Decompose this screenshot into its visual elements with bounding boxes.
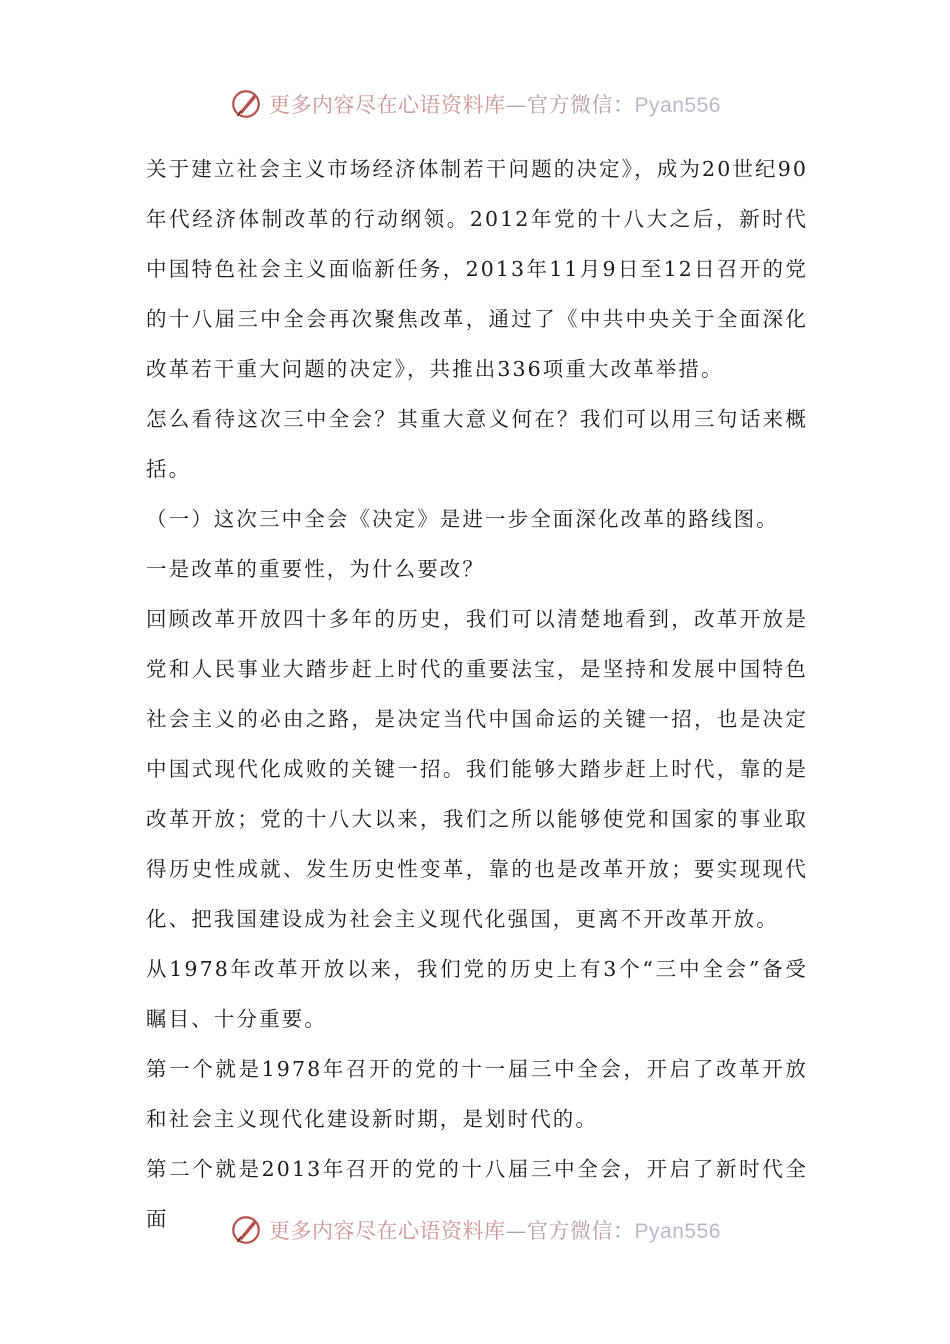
paragraph-question: 怎么看待这次三中全会？其重大意义何在？我们可以用三句话来概括。 [146,407,808,481]
paragraph-review: 回顾改革开放四十多年的历史，我们可以清楚地看到，改革开放是党和人民事业大踏步赶上时代的重要法宝，是坚持和发展中国特色社会主义的必由之路，是决定当代中国命运的关键一招，也是决定中国式现代化成败的关键一招。我们能够大踏步赶上时代，靠的是改革开放；党的十八大以来，我们之所以能够使党和国家的事业取得历史性成就、发生历史性变革，靠的也是改革开放；要实现现代化、把我国建设成为社会主义现代化强国，更离不开改革开放。 [146,607,808,931]
header-watermark [0,84,950,124]
paragraph-first-plenum: 第一个就是1978年召开的党的十一届三中全会，开启了改革开放和社会主义现代化建设新时期，是划时代的。 [146,1057,808,1131]
watermark-text: 更多内容尽在心语资料库—官方微信：Pyan556 [269,1219,721,1243]
quill-logo-icon [229,1213,263,1247]
paragraph-intro: 关于建立社会主义市场经济体制若干问题的决定》，成为20世纪90年代经济体制改革的行动纲领。2012年党的十八大之后，新时代中国特色社会主义面临新任务，2013年11月9日至12日召开的党的十八届三中全会再次聚焦改革，通过了《中共中央关于全面深化改革若干重大问题的决定》，共推出336项重大改革举措。 [146,157,808,381]
section-heading-1: （一）这次三中全会《决定》是进一步全面深化改革的路线图。 [146,507,779,531]
quill-logo-icon [229,87,263,121]
paragraph-second-plenum: 第二个就是2013年召开的党的十八届三中全会，开启了新时代全面 [146,1157,808,1231]
footer-watermark [0,1210,950,1250]
paragraph-three-plenums: 从1978年改革开放以来，我们党的历史上有3个“三中全会”备受瞩目、十分重要。 [146,957,808,1031]
subheading-importance: 一是改革的重要性，为什么要改？ [146,557,485,581]
watermark-text: 更多内容尽在心语资料库—官方微信：Pyan556 [269,93,721,117]
document-body [146,144,808,1244]
